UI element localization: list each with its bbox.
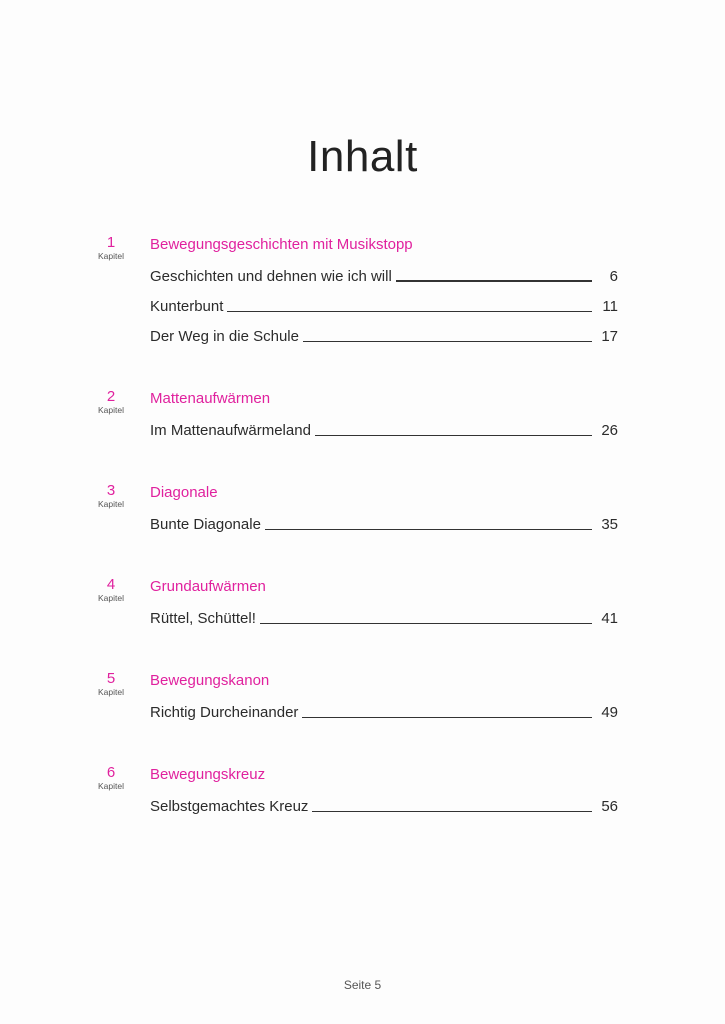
leader-line [260, 622, 592, 624]
chapter-heading: Grundaufwärmen [150, 578, 266, 595]
leader-line [303, 340, 592, 342]
entry-page-number: 49 [601, 704, 618, 721]
entry-page-number: 56 [601, 798, 618, 815]
chapter-word: Kapitel [98, 687, 124, 697]
entry-title: Richtig Durcheinander [150, 704, 299, 721]
leader-line [315, 434, 592, 436]
entry-title: Selbstgemachtes Kreuz [150, 798, 309, 815]
chapter-marker [92, 387, 130, 415]
entry-title: Kunterbunt [150, 298, 224, 315]
toc-entry[interactable] [150, 599, 618, 629]
leader-line [396, 279, 592, 282]
chapter-number: 6 [106, 764, 116, 781]
toc-entry[interactable] [150, 287, 618, 317]
chapter-2 [0, 387, 725, 441]
chapter-heading: Mattenaufwärmen [150, 390, 271, 407]
leader-line [302, 716, 592, 718]
chapter-word: Kapitel [98, 593, 124, 603]
page-footer: Seite 5 [343, 978, 382, 992]
chapter-heading: Diagonale [150, 484, 218, 501]
toc-entry[interactable] [150, 693, 618, 723]
chapter-marker [92, 575, 130, 603]
chapter-number: 3 [106, 482, 116, 499]
chapter-word: Kapitel [98, 405, 124, 415]
chapter-marker [92, 669, 130, 697]
table-of-contents [0, 233, 725, 857]
entry-title: Bunte Diagonale [150, 516, 261, 533]
chapter-word: Kapitel [98, 781, 124, 791]
toc-entry[interactable] [150, 787, 618, 817]
entry-title: Der Weg in die Schule [150, 328, 299, 345]
chapter-word: Kapitel [98, 499, 124, 509]
entry-title: Rüttel, Schüttel! [150, 610, 256, 627]
leader-line [265, 528, 592, 530]
chapter-number: 5 [106, 670, 116, 687]
chapter-6 [0, 763, 725, 817]
toc-entry[interactable] [150, 257, 618, 287]
chapter-word: Kapitel [98, 251, 124, 261]
chapter-heading: Bewegungskreuz [150, 766, 266, 783]
toc-entry[interactable] [150, 411, 618, 441]
leader-line [227, 310, 592, 312]
entry-page-number: 17 [601, 328, 618, 345]
chapter-3 [0, 481, 725, 535]
entry-title: Geschichten und dehnen wie ich will [150, 268, 392, 285]
entry-title: Im Mattenaufwärmeland [150, 422, 311, 439]
chapter-number: 4 [106, 576, 116, 593]
chapter-marker [92, 481, 130, 509]
entry-page-number: 11 [602, 298, 618, 315]
chapter-5 [0, 669, 725, 723]
chapter-number: 1 [106, 234, 116, 251]
toc-entry[interactable] [150, 317, 618, 347]
chapter-4 [0, 575, 725, 629]
chapter-1 [0, 233, 725, 347]
page-title: Inhalt [307, 132, 418, 182]
chapter-heading: Bewegungsgeschichten mit Musikstopp [150, 236, 413, 253]
chapter-marker [92, 763, 130, 791]
chapter-marker [92, 233, 130, 261]
leader-line [312, 810, 592, 812]
entry-page-number: 41 [601, 610, 618, 627]
entry-page-number: 6 [609, 268, 618, 285]
entry-page-number: 26 [601, 422, 618, 439]
chapter-heading: Bewegungskanon [150, 672, 270, 689]
entry-page-number: 35 [601, 516, 618, 533]
chapter-number: 2 [106, 388, 116, 405]
toc-entry[interactable] [150, 505, 618, 535]
